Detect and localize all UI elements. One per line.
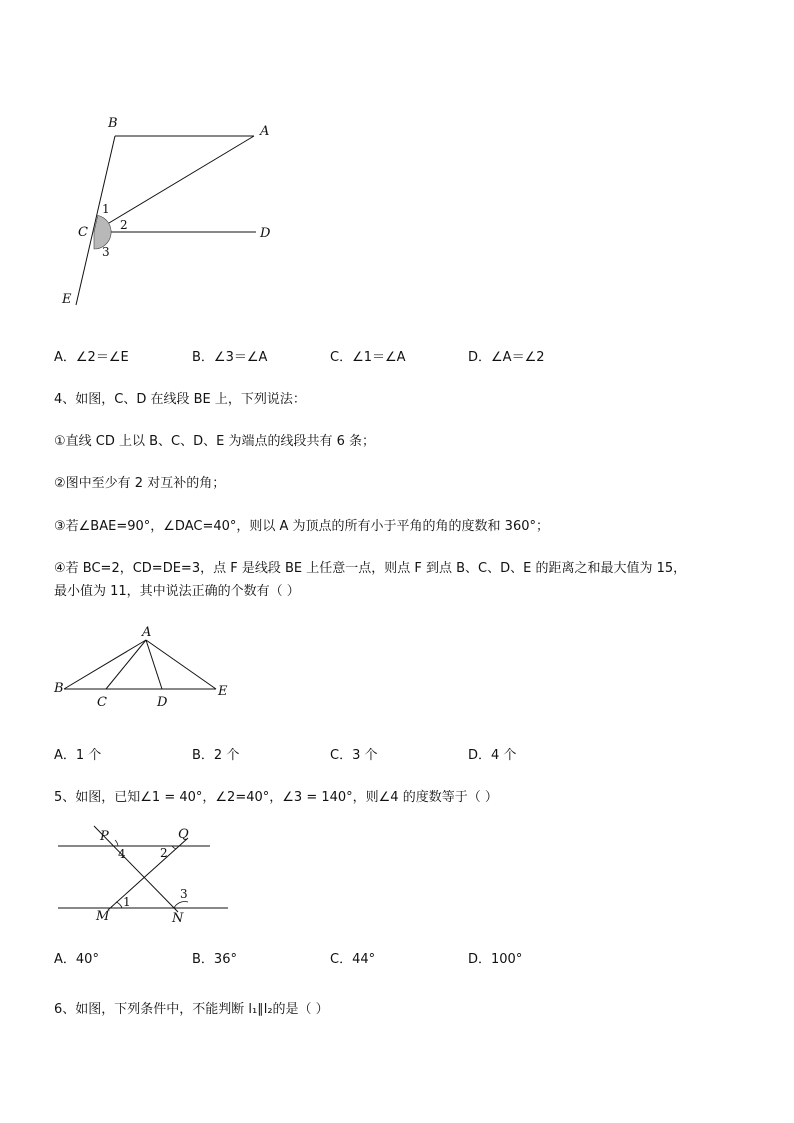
label-e: E [218, 684, 228, 699]
q4-statement-1: ①直线 CD 上以 B、C、D、E 为端点的线段共有 6 条； [54, 434, 376, 449]
q5-option-d[interactable] [468, 948, 522, 967]
option-letter: D． [468, 748, 492, 763]
angle-label-1: 1 [123, 895, 131, 909]
option-text: 2 个 [213, 748, 240, 763]
q5-option-b[interactable] [192, 948, 237, 967]
q4-statement-3: ③若∠BAE=90°，∠DAC=40°，则以 A 为顶点的所有小于平角的角的度数和 360°； [54, 519, 549, 534]
option-text: ∠A＝∠2 [491, 350, 545, 365]
option-letter: C． [330, 350, 353, 365]
label-b: B [108, 116, 118, 131]
option-letter: B． [192, 350, 214, 365]
label-b: B [54, 681, 64, 696]
q5-stem: 5、如图，已知∠1 = 40°，∠2=40°，∠3 = 140°，则∠4 的度数等于（ ） [54, 790, 498, 805]
q4-option-b[interactable] [192, 744, 239, 763]
angle-arc-3 [174, 902, 188, 908]
label-a: A [260, 124, 270, 139]
q4-statement-4-line1: ④若 BC=2，CD=DE=3，点 F 是线段 BE 上任意一点，则点 F 到点 B、C、D、E 的距离之和最大值为 15， [54, 561, 687, 576]
option-letter: A． [54, 748, 76, 763]
option-letter: A． [54, 952, 76, 967]
option-letter: B． [192, 952, 214, 967]
label-p: P [100, 829, 109, 844]
option-text: ∠1＝∠A [352, 350, 406, 365]
q4-option-a[interactable] [54, 744, 101, 763]
angle-label-1: 1 [102, 202, 110, 216]
option-text: 1 个 [75, 748, 102, 763]
option-text: 40° [75, 952, 99, 967]
segment-ad [146, 640, 162, 689]
line-be [76, 136, 115, 305]
angle-label-4: 4 [118, 847, 126, 861]
label-d: D [157, 695, 168, 710]
segment-ac [106, 640, 146, 689]
option-text: ∠3＝∠A [213, 350, 268, 365]
figure-angles-q3 [40, 105, 300, 315]
angle-label-3: 3 [102, 245, 110, 259]
label-c: C [97, 695, 107, 710]
q6-stem: 6、如图，下列条件中，不能判断 l₁∥l₂的是（ ） [54, 1002, 329, 1017]
q3-option-a[interactable] [54, 346, 129, 365]
option-text: 36° [213, 952, 237, 967]
angle-arc-shaded [94, 215, 111, 249]
label-c: C [78, 225, 88, 240]
segment-ab [64, 640, 146, 689]
label-e: E [62, 292, 72, 307]
segment-ae [146, 640, 216, 689]
option-letter: D． [468, 350, 492, 365]
q3-option-c[interactable] [330, 346, 406, 365]
figure-parallel-lines-q5 [50, 822, 240, 928]
label-n: N [172, 911, 184, 926]
q4-statement-2: ②图中至少有 2 对互补的角； [54, 476, 226, 491]
q4-statement-4-line2: 最小值为 11，其中说法正确的个数有（ ） [54, 584, 300, 599]
angle-arc-1 [116, 902, 122, 908]
angle-arc-4 [115, 840, 118, 846]
option-text: 44° [352, 952, 376, 967]
option-letter: C． [330, 748, 353, 763]
q4-stem: 4、如图，C、D 在线段 BE 上，下列说法： [54, 392, 306, 407]
option-letter: A． [54, 350, 76, 365]
option-text: ∠2＝∠E [75, 350, 129, 365]
option-letter: B． [192, 748, 214, 763]
segment-ca [94, 136, 254, 232]
q3-option-d[interactable] [468, 346, 545, 365]
option-letter: D． [468, 952, 492, 967]
option-text: 100° [491, 952, 523, 967]
label-m: M [96, 909, 110, 924]
q3-option-b[interactable] [192, 346, 267, 365]
option-letter: C． [330, 952, 353, 967]
option-text: 4 个 [491, 748, 517, 763]
q5-option-c[interactable] [330, 948, 375, 967]
option-text: 3 个 [352, 748, 378, 763]
angle-label-2: 2 [160, 846, 168, 860]
label-d: D [260, 226, 271, 241]
figure-triangle-q4 [50, 622, 240, 714]
angle-label-2: 2 [120, 218, 128, 232]
label-a: A [142, 625, 152, 640]
label-q: Q [178, 827, 189, 842]
q4-option-d[interactable] [468, 744, 516, 763]
angle-label-3: 3 [180, 887, 188, 901]
q4-option-c[interactable] [330, 744, 377, 763]
q5-option-a[interactable] [54, 948, 99, 967]
